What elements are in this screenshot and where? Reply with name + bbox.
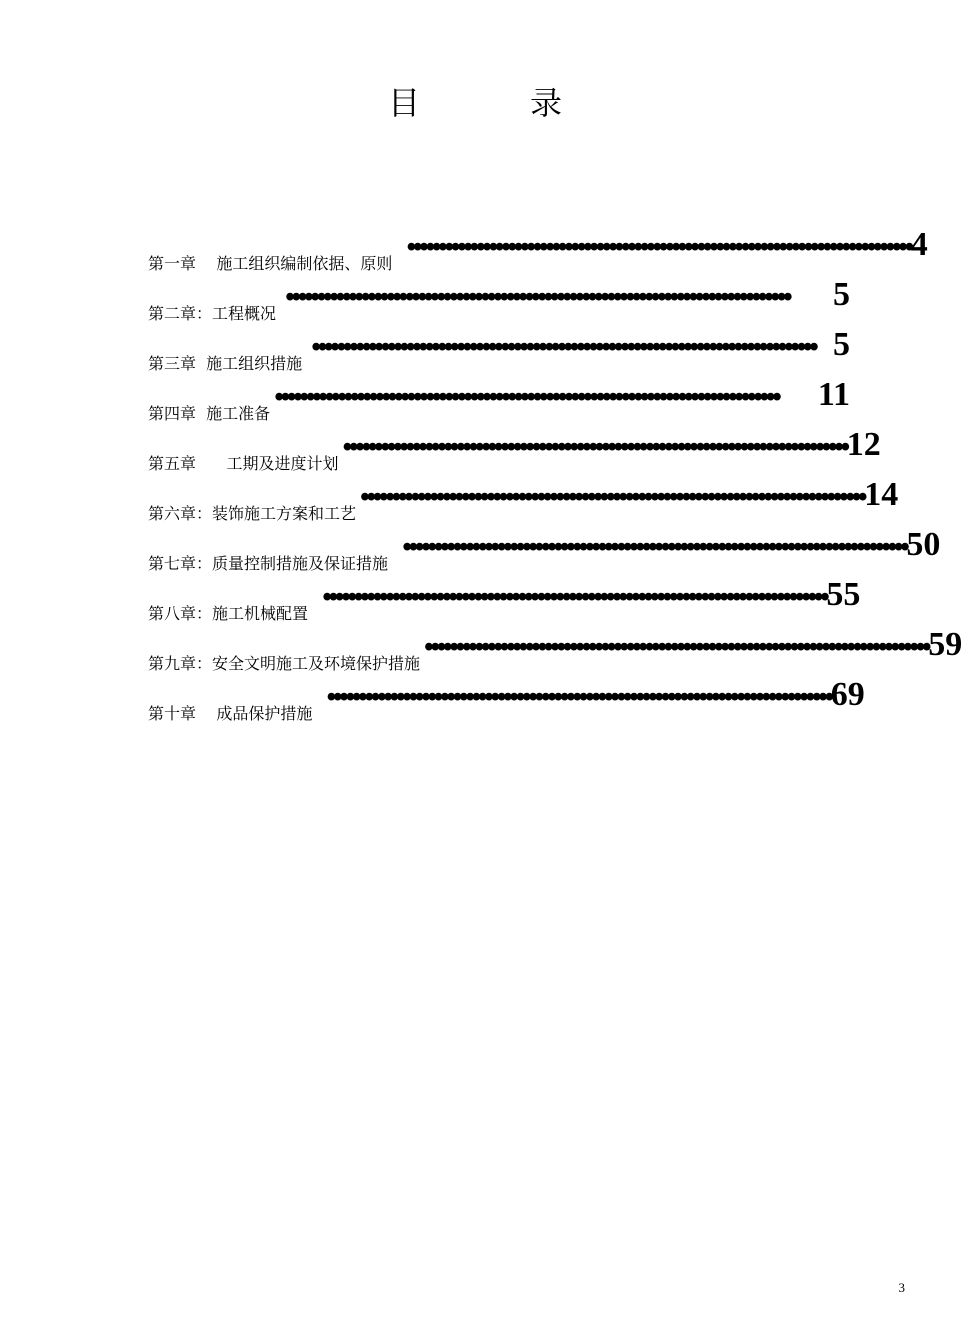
toc-entry: [148, 576, 861, 628]
toc-entry-page: 12: [846, 426, 881, 463]
table-of-contents: [148, 226, 962, 728]
toc-entry-label: 第十章 成品保护措施: [148, 704, 323, 723]
toc-entry: [148, 226, 928, 278]
toc-dot-leader: ••••••••••••••••••••••••••••••••••••••••••••••••••••••••••••••••••••••••••••••••: [402, 532, 907, 563]
toc-entry-page: 14: [864, 476, 899, 513]
toc-entry: [148, 426, 881, 478]
toc-entry: [148, 278, 850, 328]
toc-entry: [148, 676, 865, 728]
toc-dot-leader: ••••••••••••••••••••••••••••••••••••••••••••••••••••••••••••••••••••••••••••••••: [342, 432, 847, 463]
toc-entry-page: 69: [830, 676, 865, 713]
toc-entry: [148, 476, 899, 528]
toc-entry-label: 第八章：施工机械配置: [148, 604, 319, 623]
title-char-2: 录: [530, 84, 563, 122]
toc-entry-page: 59: [928, 626, 962, 663]
page-number: 3: [898, 1280, 905, 1295]
toc-dot-leader: ••••••••••••••••••••••••••••••••••••••••••••••••••••••••••••••••••••••••••••••••: [326, 682, 831, 713]
toc-entry-label: 第三章 施工组织措施: [148, 354, 308, 373]
toc-entry-label: 第六章：装饰施工方案和工艺: [148, 504, 357, 523]
toc-entry-label: 第四章 施工准备: [148, 404, 271, 423]
toc-dot-leader: ••••••••••••••••••••••••••••••••••••••••••••••••••••••••••••••••••••••••••••••••: [424, 632, 929, 663]
toc-entry-page: 5: [833, 326, 850, 363]
toc-entry-label: 第七章：质量控制措施及保证措施: [148, 554, 399, 573]
toc-entry-label: 第一章 施工组织编制依据、原则: [148, 254, 403, 273]
toc-entry: [148, 328, 850, 378]
toc-entry-label: 第五章 工期及进度计划: [148, 454, 339, 473]
toc-entry-label: 第九章：安全文明施工及环境保护措施: [148, 654, 421, 673]
toc-entry: [148, 378, 850, 428]
toc-entry-page: 55: [826, 576, 861, 613]
title-char-1: 目: [387, 84, 420, 122]
toc-entry-page: 4: [910, 226, 928, 263]
toc-dot-leader: ••••••••••••••••••••••••••••••••••••••••••••••••••••••••••••••••••••••••••••••••: [274, 382, 779, 413]
toc-entry-label: 第二章：工程概况: [148, 304, 282, 323]
toc-dot-leader: ••••••••••••••••••••••••••••••••••••••••••••••••••••••••••••••••••••••••••••••••: [406, 232, 911, 263]
toc-dot-leader: ••••••••••••••••••••••••••••••••••••••••••••••••••••••••••••••••••••••••••••••••: [360, 482, 865, 513]
toc-dot-leader: ••••••••••••••••••••••••••••••••••••••••••••••••••••••••••••••••••••••••••••••••: [322, 582, 827, 613]
toc-entry-page: 11: [817, 376, 850, 413]
toc-entry-page: 50: [906, 526, 941, 563]
toc-entry-page: 5: [833, 276, 850, 313]
toc-entry: [148, 626, 962, 678]
page-title: [0, 78, 950, 124]
toc-entry: [148, 526, 941, 578]
toc-dot-leader: ••••••••••••••••••••••••••••••••••••••••••••••••••••••••••••••••••••••••••••••••: [285, 282, 790, 313]
toc-dot-leader: ••••••••••••••••••••••••••••••••••••••••••••••••••••••••••••••••••••••••••••••••: [311, 332, 816, 363]
